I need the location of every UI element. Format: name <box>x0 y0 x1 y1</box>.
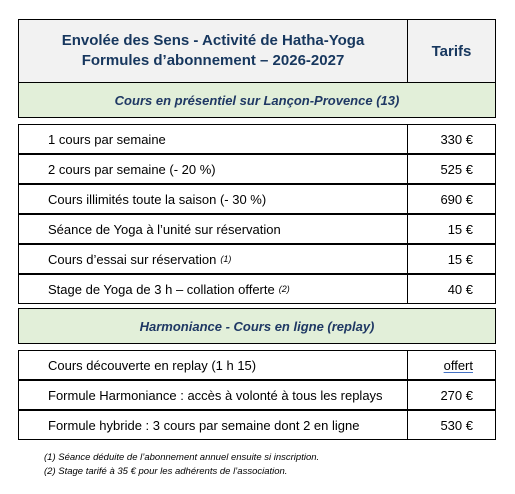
table-row <box>18 124 496 154</box>
table-row <box>18 350 496 380</box>
table-row <box>18 244 496 274</box>
row-price: 40 € <box>407 274 496 304</box>
footnote-ref-2: (2) <box>278 284 290 294</box>
tarifs-header: Tarifs <box>407 19 496 83</box>
row-price: 15 € <box>407 214 496 244</box>
table-row <box>18 184 496 214</box>
row-label: Cours découverte en replay (1 h 15) <box>18 350 408 380</box>
footnote-ref-1: (1) <box>220 254 232 264</box>
row-price: 525 € <box>407 154 496 184</box>
offert-link[interactable]: offert <box>443 357 473 373</box>
title-line-1: Envolée des Sens - Activité de Hatha-Yoga <box>61 32 365 49</box>
table-row <box>18 410 496 440</box>
section-header-presentiel <box>18 82 496 118</box>
footnote-2: (2) Stage tarifé à 35 € pour les adhérents de l’association. <box>44 466 288 477</box>
row-label: Séance de Yoga à l’unité sur réservation <box>18 214 408 244</box>
table-row <box>18 154 496 184</box>
row-price: 690 € <box>407 184 496 214</box>
table-row <box>18 274 496 304</box>
row-price <box>407 350 496 380</box>
row-price: 530 € <box>407 410 496 440</box>
row-label: 1 cours par semaine <box>18 124 408 154</box>
table-row <box>18 380 496 410</box>
row-label: Stage de Yoga de 3 h – collation offerte (2) <box>18 274 408 304</box>
table-row <box>18 214 496 244</box>
row-label: 2 cours par semaine (- 20 %) <box>18 154 408 184</box>
table-title <box>18 19 408 83</box>
row-price: 330 € <box>407 124 496 154</box>
table-header <box>18 19 496 83</box>
footnotes <box>44 451 319 479</box>
row-label: Cours illimités toute la saison (- 30 %) <box>18 184 408 214</box>
row-price: 270 € <box>407 380 496 410</box>
section-title: Cours en présentiel sur Lançon-Provence (13) <box>18 82 496 118</box>
row-price: 15 € <box>407 244 496 274</box>
title-line-2: Formules d’abonnement – 2026-2027 <box>81 52 345 69</box>
section-header-online <box>18 308 496 344</box>
row-label: Cours d’essai sur réservation (1) <box>18 244 408 274</box>
section-title: Harmoniance - Cours en ligne (replay) <box>18 308 496 344</box>
row-label: Formule hybride : 3 cours par semaine dont 2 en ligne <box>18 410 408 440</box>
footnote-1: (1) Séance déduite de l’abonnement annuel ensuite si inscription. <box>44 452 320 463</box>
row-label: Formule Harmoniance : accès à volonté à tous les replays <box>18 380 408 410</box>
